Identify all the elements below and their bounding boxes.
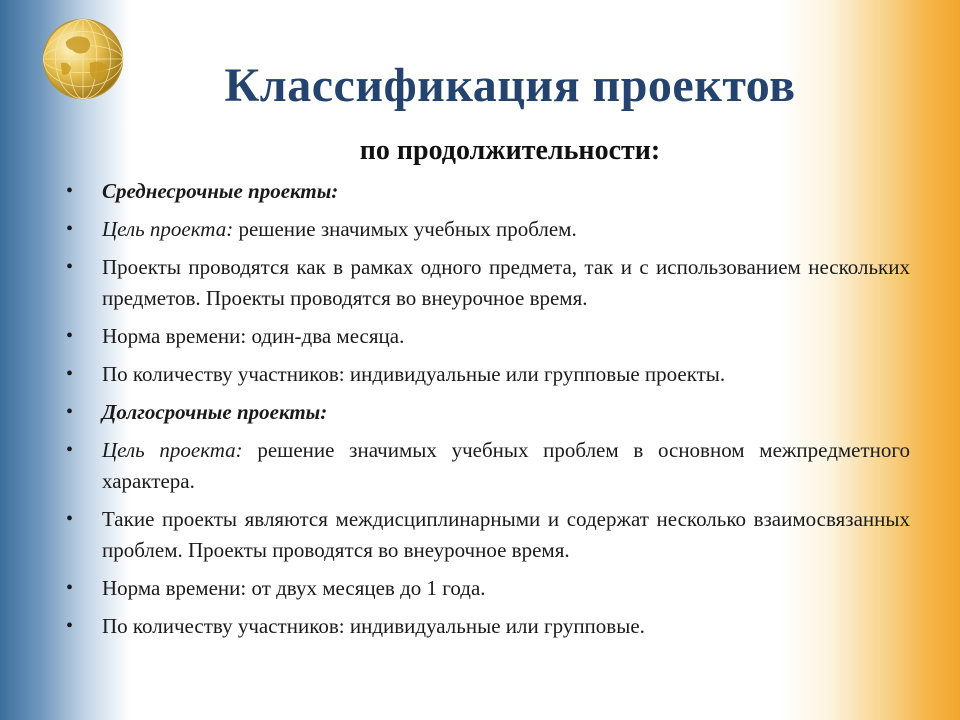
list-item [62,504,910,566]
bullet-icon: • [66,401,74,423]
list-item-text: Такие проекты являются междисциплинарными и содержат несколько взаимосвязанных проблем. Проекты проводятся во внеурочное время. [102,507,910,562]
bullet-icon: • [66,180,74,202]
bullet-icon: • [66,577,74,599]
bullet-icon: • [66,256,74,278]
bullet-icon: • [66,218,74,240]
list-item [62,214,910,245]
list-item [62,397,910,428]
bullet-list [62,176,910,649]
list-item-text: решение значимых учебных проблем в основном межпредметного характера. [102,438,910,493]
section-heading: Среднесрочные проекты: [102,179,339,203]
list-item-text: По количеству участников: индивидуальные или групповые. [102,614,645,638]
list-item-text: Норма времени: от двух месяцев до 1 года. [102,576,486,600]
list-item [62,252,910,314]
bullet-icon: • [66,325,74,347]
list-item-text: Норма времени: один-два месяца. [102,324,405,348]
bullet-icon: • [66,439,74,461]
list-item [62,176,910,207]
list-item-text: По количеству участников: индивидуальные или групповые проекты. [102,362,726,386]
section-heading: Долгосрочные проекты: [102,400,328,424]
list-item [62,611,910,642]
list-item [62,435,910,497]
list-item [62,359,910,390]
bullet-icon: • [66,508,74,530]
page-subtitle: по продолжительности: [359,135,661,166]
globe-icon [40,16,126,102]
list-item-label: Цель проекта: [102,438,243,462]
list-item-text: решение значимых учебных проблем. [233,217,577,241]
bullet-icon: • [66,363,74,385]
bullet-icon: • [66,615,74,637]
page-title: Классификация проектов [224,59,796,112]
list-item [62,573,910,604]
list-item-text: Проекты проводятся как в рамках одного предмета, так и с использованием нескольких предметов. Проекты проводятся во внеурочное время. [102,255,910,310]
list-item [62,321,910,352]
list-item-label: Цель проекта: [102,217,234,241]
